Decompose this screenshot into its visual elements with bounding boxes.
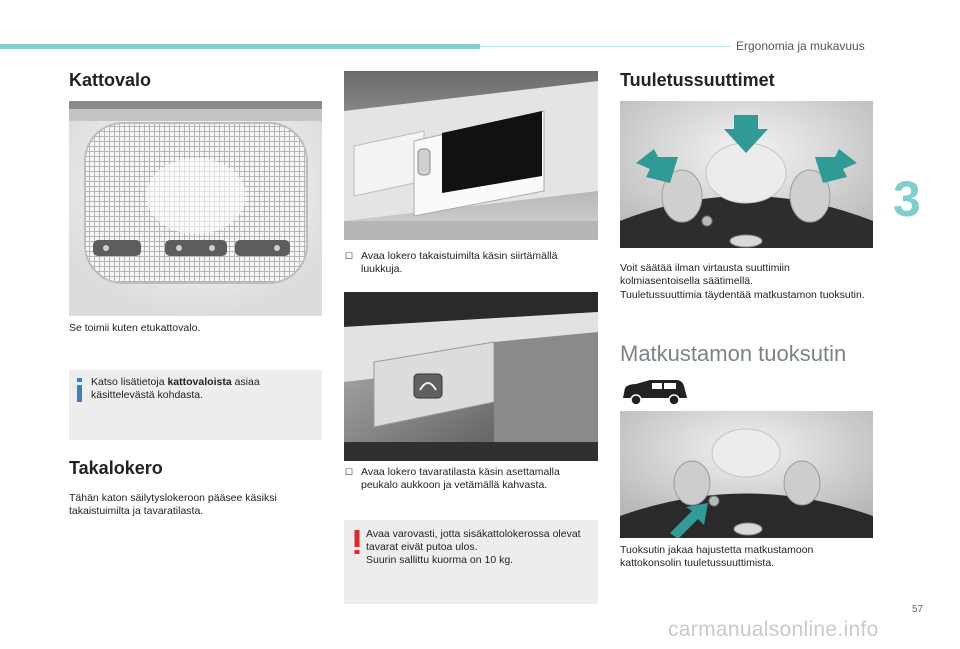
warning-text-2: Suurin sallittu kuorma on 10 kg. (366, 554, 514, 566)
info-text: Katso lisätietoja kattovaloista asiaa käsittelevästä kohdasta. (91, 376, 260, 401)
vehicle-silhouette-icon (620, 376, 690, 406)
info-text-bold: kattovaloista (167, 376, 232, 388)
storage-sliding-hatch-image (344, 71, 598, 240)
fragrance-diffuser-image (620, 411, 873, 538)
warning-box (344, 520, 598, 604)
bullet-1 (345, 250, 597, 276)
kattovalo-caption: Se toimii kuten etukattovalo. (69, 322, 201, 334)
chapter-number: 3 (893, 171, 921, 227)
tuuletus-title: Tuuletussuuttimet (620, 70, 775, 90)
ceiling-light-image (69, 101, 322, 316)
watermark-text: carmanualsonline.info (668, 618, 879, 641)
header-accent-bar (0, 44, 480, 49)
bullet-2 (345, 466, 597, 492)
storage-handle-image (344, 292, 598, 461)
tuoksutin-title: Matkustamon tuoksutin (620, 341, 847, 366)
tuuletus-text-2: Tuuletussuuttimia täydentää matkustamon tuoksutin. (620, 289, 865, 301)
vents-image (620, 101, 873, 248)
header-accent-line (480, 46, 730, 47)
tuuletus-text-1: Voit säätää ilman virtausta suuttimiin kolmiasentoisella säätimellä. (620, 262, 790, 287)
info-icon (77, 378, 82, 402)
warning-icon (354, 530, 360, 554)
takalokero-text: Tähän katon säilytyslokeroon pääsee käsiksi takaistuimilta ja tavaratilasta. (69, 492, 277, 517)
warning-text-1: Avaa varovasti, jotta sisäkattolokerossa olevat tavarat eivät putoa ulos. (366, 528, 581, 553)
chapter-title: Ergonomia ja mukavuus (736, 39, 865, 53)
bullet-1-text: Avaa lokero takaistuimilta käsin siirtämällä luukkuja. (361, 250, 558, 275)
bullet-2-text: Avaa lokero tavaratilasta käsin asettamalla peukalo aukkoon ja vetämällä kahvasta. (361, 466, 560, 491)
tuoksutin-text: Tuoksutin jakaa hajustetta matkustamoon kattokonsolin tuuletussuuttimista. (620, 544, 814, 569)
takalokero-title: Takalokero (69, 458, 163, 478)
checkbox-bullet-icon: ☐ (345, 467, 354, 477)
checkbox-bullet-icon: ☐ (345, 251, 354, 261)
info-box (69, 370, 322, 440)
page-number: 57 (912, 604, 924, 615)
kattovalo-title: Kattovalo (69, 70, 152, 90)
